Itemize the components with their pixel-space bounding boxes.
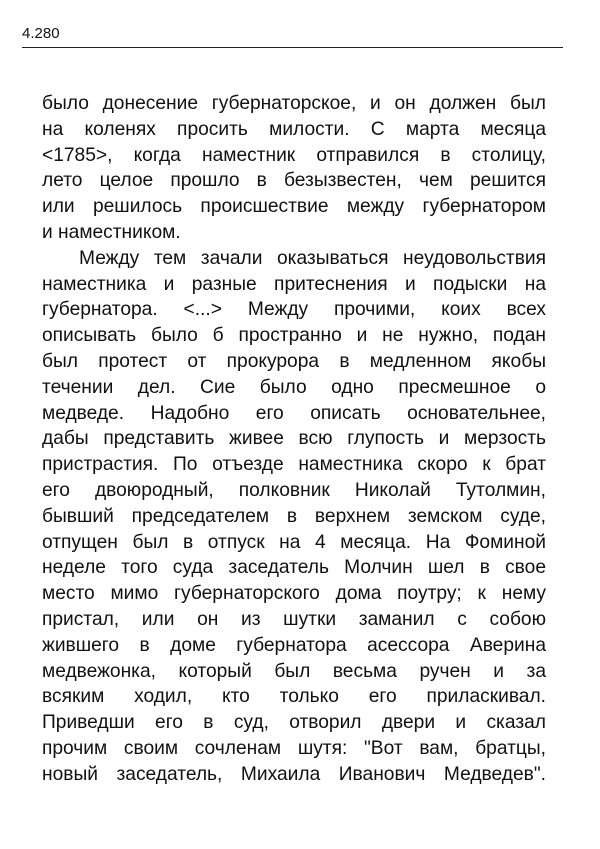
text-line: неделе того суда заседатель Молчин шел в свое: [42, 557, 546, 579]
text-line: было донесение губернаторское, и он должен был: [42, 93, 546, 114]
text-line: на коленях просить милости. С марта месяца: [42, 118, 546, 140]
text-line: медвежонка, который был весьма ручен и за: [42, 660, 546, 682]
text-line: губернатора. <...> Между прочими, коих всех: [42, 299, 546, 321]
body-text: [42, 91, 546, 788]
paragraph: [42, 246, 546, 788]
text-line: прочим своим сочленам шутя: "Вот вам, братцы,: [42, 737, 546, 759]
text-line: отпущен был в отпуск на 4 месяца. На Фоминой: [42, 531, 546, 553]
text-line: медведе. Надобно его описать основательнее,: [42, 402, 546, 424]
text-line: пристал, или он из шутки заманил с собою: [42, 608, 546, 630]
text-line: наместника и разные притеснения и подыски на: [42, 273, 546, 295]
text-line: лето целое прошло в безызвестен, чем решится: [42, 170, 546, 192]
text-line: течении дел. Сие было одно пресмешное о: [42, 376, 546, 398]
text-line: новый заседатель, Михаила Иванович Медведев".: [42, 763, 546, 785]
text-line: или решилось происшествие между губернатором: [42, 196, 546, 218]
text-line: Приведши его в суд, отворил двери и сказал: [42, 712, 546, 734]
text-line: всяким ходил, кто только его приласкивал.: [42, 686, 546, 708]
header-divider: [22, 47, 563, 48]
text-line: Между тем зачали оказываться неудовольствия: [79, 247, 546, 269]
text-line: был протест от прокурора в медленном якобы: [42, 350, 546, 372]
text-line: место мимо губернаторского дома поутру; к нему: [42, 583, 546, 605]
page-number: 4.280: [22, 25, 60, 42]
text-line: <1785>, когда наместник отправился в столицу,: [42, 144, 546, 166]
text-line: его двоюродный, полковник Николай Тутолмин,: [42, 479, 546, 501]
paragraph: [42, 91, 546, 246]
text-line: описывать было б пространно и не нужно, подан: [42, 325, 546, 347]
text-line: пристрастия. По отъезде наместника скоро к брат: [42, 454, 546, 476]
text-line: дабы представить живее всю глупость и мерзость: [42, 428, 546, 450]
text-line: бывший председателем в верхнем земском суде,: [42, 505, 546, 527]
text-line: и наместником.: [42, 221, 181, 243]
text-line: жившего в доме губернатора асессора Аверина: [42, 634, 546, 656]
